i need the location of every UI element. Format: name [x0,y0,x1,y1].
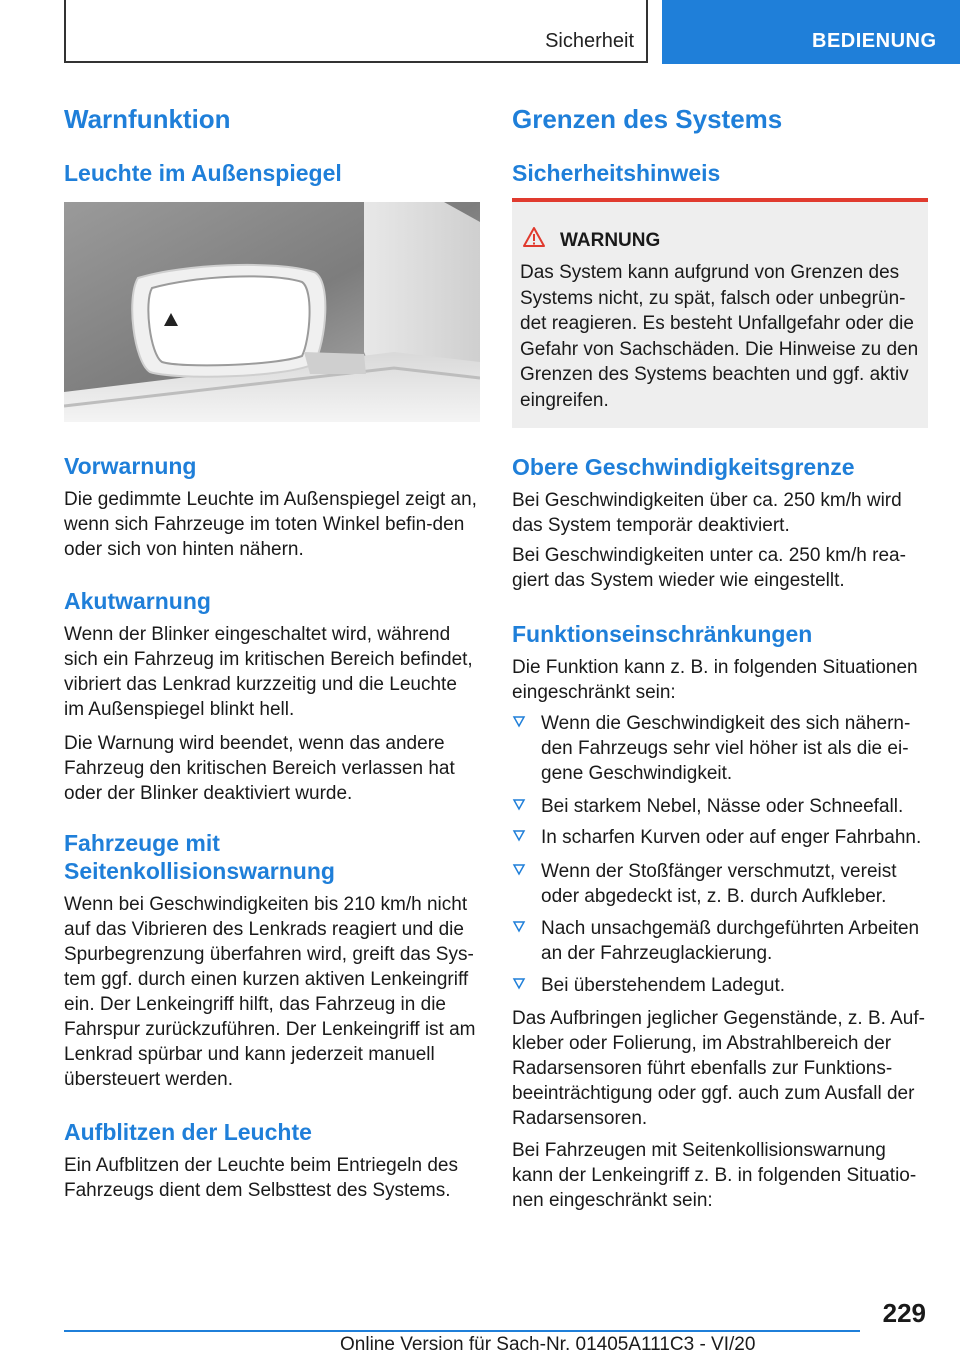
section-title-grenzen: Grenzen des Systems [512,104,783,134]
subsection-title-aufblitzen: Aufblitzen der Leuchte [64,1119,312,1145]
list-item-text: Nach unsachgemäß durchgeführten Arbeiten an der Fahrzeuglackierung. [541,918,920,964]
list-item-text: Bei starkem Nebel, Nässe oder Schneefall. [541,796,904,817]
header-section-title: Sicherheit [545,30,634,52]
triangle-bullet-icon [512,828,526,842]
paragraph-akutwarnung-2: Die Warnung wird beendet, wenn das andere Fahrzeug den kritischen Bereich verlassen hat oder der Blinker deaktiviert wurde. [64,733,455,804]
subsection-title-sicherheitshinweis: Sicherheitshinweis [512,160,721,186]
subsection-title-funktionseinschraenkungen: Funktionseinschränkungen [512,621,813,647]
header-chapter-tab [662,0,960,64]
triangle-bullet-icon [512,797,526,811]
warning-text: Das System kann aufgrund von Grenzen des Systems nicht, zu spät, falsch oder unbegrün-det reagieren. Es besteht Unfallgefahr oder die Gefahr von Sachschäden. Die Hinweise zu den Grenzen des Systems beachten und ggf. aktiv eingreifen. [520,262,919,411]
subsection-title-mirror-light: Leuchte im Außenspiegel [64,160,342,186]
list-item-text: In scharfen Kurven oder auf enger Fahrbahn. [541,827,922,848]
list-item-text: Wenn der Stoßfänger verschmutzt, vereist oder abgedeckt ist, z. B. durch Aufkleber. [541,861,897,907]
subsection-title-seitenkollision-line2: Seitenkollisionswarnung [64,858,335,884]
page-number: 229 [882,1298,926,1328]
triangle-bullet-icon [512,862,526,876]
subsection-title-akutwarnung: Akutwarnung [64,588,211,614]
paragraph-seitenkollision: Wenn bei Geschwindigkeiten bis 210 km/h nicht auf das Vibrieren des Lenkrads reagiert und die Spurbegrenzung überfahren wird, greift das Sys-tem ggf. durch einen kurzen aktiven Lenkeingriff ein. Der Lenkeingriff hilft, das Fahrzeug in die Fahrspur zurückzuführen. Der Lenkeingriff ist am Lenkrad spürbar und kann jederzeit manuell übersteuert werden. [64,894,476,1090]
warning-triangle-icon [522,226,546,248]
header-frame [64,0,648,63]
subsection-title-obere-grenze: Obere Geschwindigkeitsgrenze [512,454,855,480]
subsection-title-seitenkollision-line1: Fahrzeuge mit [64,830,220,856]
paragraph-aufblitzen: Ein Aufblitzen der Leuchte beim Entriegeln des Fahrzeugs dient dem Selbsttest des Systems. [64,1155,458,1201]
footer-divider [64,1330,860,1332]
paragraph-seitenkollision-limits: Bei Fahrzeugen mit Seitenkollisionswarnung kann der Lenkeingriff z. B. in folgenden Situatio-nen eingeschränkt sein: [512,1140,917,1211]
subsection-title-vorwarnung: Vorwarnung [64,453,197,479]
paragraph-aufbringen: Das Aufbringen jeglicher Gegenstände, z. B. Auf-kleber oder Folierung, im Abstrahlbereich der Radarsensoren führt ebenfalls zur Funktions-beeinträchtigung oder ggf. auch zum Ausfall der Radarsensoren. [512,1008,925,1129]
triangle-bullet-icon [512,919,526,933]
paragraph-obere-2: Bei Geschwindigkeiten unter ca. 250 km/h rea-giert das System wieder wie eingestellt. [512,545,906,591]
mirror-illustration [64,202,480,422]
triangle-bullet-icon [512,714,526,728]
paragraph-funktion: Die Funktion kann z. B. in folgenden Situationen eingeschränkt sein: [512,657,918,703]
paragraph-obere-1: Bei Geschwindigkeiten über ca. 250 km/h wird das System temporär deaktiviert. [512,490,902,536]
header-chapter-label: BEDIENUNG [812,30,937,52]
warning-box [512,198,928,428]
footer-version-text: Online Version für Sach-Nr. 01405A111C3 - VI/20 [340,1334,756,1355]
list-item-text: Bei überstehendem Ladegut. [541,975,786,996]
paragraph-vorwarnung: Die gedimmte Leuchte im Außenspiegel zeigt an, wenn sich Fahrzeuge im toten Winkel befin-den oder sich von hinten nähern. [64,489,477,560]
list-item-text: Wenn die Geschwindigkeit des sich nähern-den Fahrzeugs sehr viel höher ist als die ei-gene Geschwindigkeit. [541,713,911,784]
section-title-warnfunktion: Warnfunktion [64,104,231,134]
triangle-bullet-icon [512,976,526,990]
warning-title: WARNUNG [560,230,661,251]
paragraph-akutwarnung-1: Wenn der Blinker eingeschaltet wird, während sich ein Fahrzeug im kritischen Bereich befindet, vibriert das Lenkrad kurzzeitig und die Leuchte im Außenspiegel blinkt hell. [64,624,473,720]
